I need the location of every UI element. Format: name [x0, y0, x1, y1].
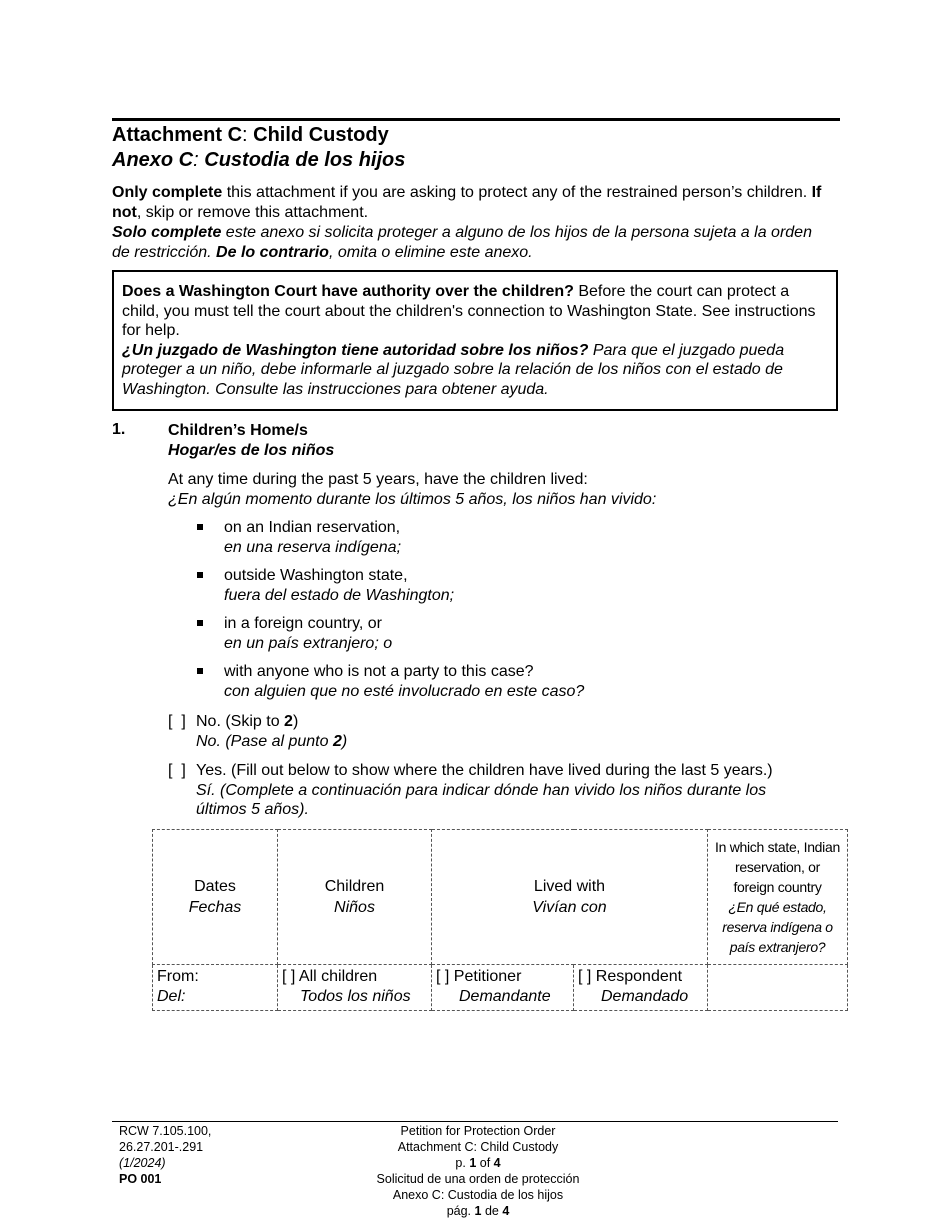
intro-es: Solo complete este anexo si solicita proteger a alguno de los hijos de la persona sujeta a la orden de restricción. De lo contrario, omita o elimine este anexo. — [112, 224, 812, 261]
list-item: with anyone who is not a party to this case? con alguien que no esté involucrado en este caso? — [196, 662, 584, 701]
all-children-cell[interactable]: [ ] All children Todos los niños — [278, 965, 432, 1011]
yes-checkbox[interactable]: [ ] — [168, 762, 186, 779]
court-authority-box — [112, 270, 838, 411]
table-row — [153, 965, 848, 1011]
intro-en: Only complete this attachment if you are asking to protect any of the restrained person’s children. If not, skip or remove this attachment. — [112, 184, 822, 221]
yes-option: [ ] Yes. (Fill out below to show where the children have lived during the last 5 years.) Sí. (Complete a continuación para indicar dónde han vivido los niños durante los últimos 5 años). — [168, 762, 773, 818]
intro-instructions — [112, 183, 832, 263]
residence-bullet-list — [196, 518, 584, 710]
location-cell[interactable] — [708, 965, 848, 1011]
page-number-spanish: pág. 1 de 4 — [446, 1204, 510, 1218]
table-header-row — [153, 830, 848, 965]
header-children: Children Niños — [278, 830, 432, 965]
list-item: outside Washington state, fuera del estado de Washington; — [196, 566, 584, 605]
top-rule — [112, 118, 840, 121]
respondent-checkbox[interactable]: [ ] — [578, 968, 592, 985]
from-date-cell[interactable]: From: Del: — [153, 965, 278, 1011]
all-children-checkbox[interactable]: [ ] — [282, 968, 296, 985]
no-checkbox[interactable]: [ ] — [168, 713, 186, 730]
no-option: [ ] No. (Skip to 2) No. (Pase al punto 2) — [168, 713, 348, 750]
page-title: Attachment C: Child Custody — [112, 124, 389, 146]
petitioner-cell[interactable]: [ ] Petitioner Demandante — [432, 965, 574, 1011]
residence-history-table — [152, 829, 848, 1011]
section-title: Children’s Home/s Hogar/es de los niños — [168, 422, 335, 459]
list-item: on an Indian reservation, en una reserva indígena; — [196, 518, 584, 557]
authority-en: Does a Washington Court have authority over the children? Before the court can protect a child, you must tell the court about the children's connection to Washington State. See instructions for help. — [122, 283, 816, 339]
header-dates: Dates Fechas — [153, 830, 278, 965]
header-lived-with: Lived with Vivían con — [432, 830, 708, 965]
footer-form-title: Petition for Protection Order Attachment C: Child Custody p. 1 of 4 Solicitud de una orden de protección Anexo C: Custodia de los hijos pág. 1 de 4 — [328, 1123, 628, 1219]
list-item: in a foreign country, or en un país extranjero; o — [196, 614, 584, 653]
authority-es: ¿Un juzgado de Washington tiene autoridad sobre los niños? Para que el juzgado pueda proteger a un niño, debe informarle al juzgado sobre la relación de los niños con el estado de Washington. Consulte las instrucciones para obtener ayuda. — [122, 341, 785, 398]
page-number: p. 1 of 4 — [455, 1156, 501, 1170]
page-title-spanish: Anexo C: Custodia de los hijos — [112, 149, 406, 171]
footer-citation: RCW 7.105.100, 26.27.201-.291 (1/2024) PO 001 — [119, 1124, 212, 1186]
petitioner-checkbox[interactable]: [ ] — [436, 968, 450, 985]
respondent-cell[interactable]: [ ] Respondent Demandado — [574, 965, 708, 1011]
footer-rule — [112, 1121, 838, 1122]
header-location: In which state, Indian reservation, or foreign country ¿En qué estado, reserva indígena o país extranjero? — [708, 830, 848, 965]
section-number: 1. — [112, 421, 126, 438]
residence-question: At any time during the past 5 years, have the children lived: ¿En algún momento durante los últimos 5 años, los niños han vivido: — [168, 471, 657, 508]
